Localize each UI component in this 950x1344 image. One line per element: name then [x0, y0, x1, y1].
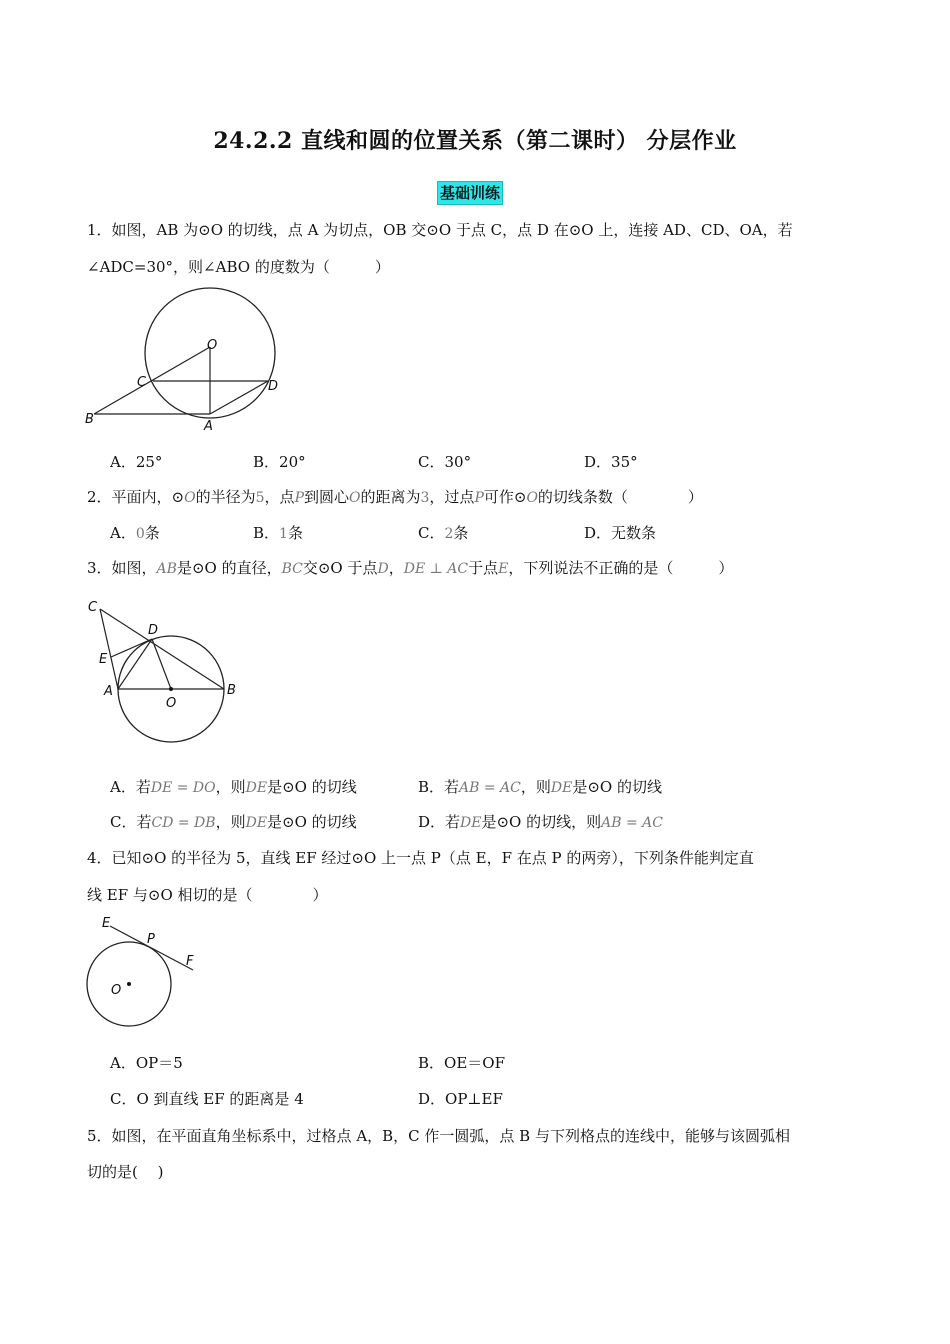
- q1-option-c: C．30°: [418, 453, 472, 471]
- q3-option-d: D．若DE是⊙O 的切线，则AB = AC: [418, 813, 663, 831]
- q4-option-d: D．OP⊥EF: [418, 1090, 503, 1108]
- q3-option-b: B．若AB = AC，则DE是⊙O 的切线: [418, 778, 662, 796]
- q3-label-B: B: [227, 683, 236, 698]
- q1-line1: 1．如图，AB 为⊙O 的切线，点 A 为切点，OB 交⊙O 于点 C，点 D 在⊙O 上，连接 AD、CD、OA，若: [87, 221, 793, 239]
- q1-label-A: A: [204, 419, 213, 434]
- q1-option-b: B．20°: [253, 453, 306, 471]
- q4-line2: 线 EF 与⊙O 相切的是（ ）: [87, 886, 328, 904]
- q4-option-a: A．OP＝5: [110, 1054, 183, 1072]
- q5-line2: 切的是( ): [87, 1163, 164, 1181]
- q3-label-E: E: [99, 652, 108, 667]
- q1-figure: [80, 285, 300, 435]
- q2-option-a: A．0条: [110, 524, 160, 542]
- q1-option-a: A．25°: [110, 453, 163, 471]
- q3-label-O: O: [166, 696, 177, 711]
- q1-label-B: B: [85, 412, 94, 427]
- q2-option-d: D．无数条: [584, 524, 657, 542]
- q4-label-F: F: [186, 954, 194, 969]
- q2-option-c: C．2条: [418, 524, 469, 542]
- q4-option-c: C．O 到直线 EF 的距离是 4: [110, 1090, 304, 1108]
- q3-figure: [80, 595, 260, 755]
- section-label: 基础训练: [437, 181, 503, 205]
- q4-option-b: B．OE＝OF: [418, 1054, 505, 1072]
- q3-option-a: A．若DE = DO，则DE是⊙O 的切线: [110, 778, 357, 796]
- q3-option-c: C．若CD = DB，则DE是⊙O 的切线: [110, 813, 357, 831]
- q5-line1: 5．如图，在平面直角坐标系中，过格点 A，B，C 作一圆弧，点 B 与下列格点的连线中，能够与该圆弧相: [87, 1127, 790, 1145]
- q1-label-O: O: [207, 338, 218, 353]
- page-title: 24.2.2 直线和圆的位置关系（第二课时） 分层作业: [213, 128, 737, 154]
- q2-stem: 2．平面内，⊙O的半径为5，点P到圆心O的距离为3，过点P可作⊙O的切线条数（ ）: [87, 488, 703, 506]
- q3-label-C: C: [88, 600, 98, 615]
- q4-line1: 4．已知⊙O 的半径为 5，直线 EF 经过⊙O 上一点 P（点 E，F 在点 P 的两旁），下列条件能判定直: [87, 849, 754, 867]
- q4-label-E: E: [102, 916, 111, 931]
- q1-option-d: D．35°: [584, 453, 638, 471]
- q4-label-O: O: [111, 983, 122, 998]
- q1-label-D: D: [268, 379, 279, 394]
- q2-option-b: B．1条: [253, 524, 303, 542]
- q1-line2: ∠ADC=30°，则∠ABO 的度数为（ ）: [87, 258, 390, 276]
- q3-label-A: A: [104, 684, 113, 699]
- q3-label-D: D: [148, 623, 159, 638]
- q1-label-C: C: [137, 375, 147, 390]
- q4-figure: [80, 912, 210, 1032]
- q3-stem: 3．如图，AB是⊙O 的直径，BC交⊙O 于点D，DE ⊥ AC于点E，下列说法不正确的是（ ）: [87, 559, 734, 577]
- q4-label-P: P: [147, 932, 155, 947]
